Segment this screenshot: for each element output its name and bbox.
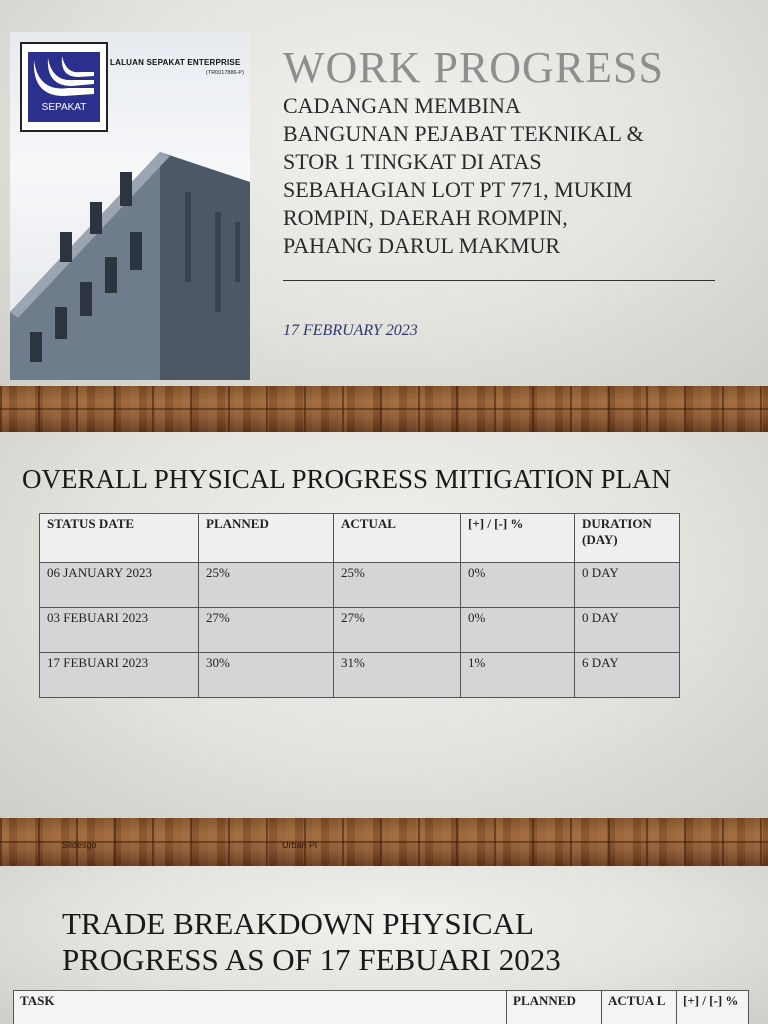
overall-progress-heading: OVERALL PHYSICAL PROGRESS MITIGATION PLAN: [22, 464, 672, 494]
table-cell: 0 DAY: [575, 608, 680, 653]
table-cell: 17 FEBUARI 2023: [40, 653, 199, 698]
footer-center-text: Urban Pl: [282, 840, 318, 850]
wood-band: [0, 818, 768, 866]
project-description: CADANGAN MEMBINA BANGUNAN PEJABAT TEKNIKAL & STOR 1 TINGKAT DI ATAS SEBAHAGIAN LOT PT 771, MUKIM ROMPIN, DAERAH ROMPIN, PAHANG DARUL MAKMUR: [283, 93, 644, 258]
trade-table: [13, 990, 749, 1024]
column-header: ACTUA L: [602, 991, 677, 1024]
column-header: PLANNED: [507, 991, 602, 1024]
table-cell: 30%: [199, 653, 334, 698]
slide-trade-breakdown: [0, 866, 768, 1024]
wood-band: [0, 386, 768, 432]
company-reg-no: (TR0017886-P): [206, 70, 244, 76]
progress-table: [39, 513, 680, 698]
table-cell: 27%: [199, 608, 334, 653]
table-header-row: [40, 514, 680, 563]
table-cell: 06 JANUARY 2023: [40, 563, 199, 608]
footer-left-text: Slidesgo: [62, 840, 97, 850]
slide-cover: [0, 0, 768, 386]
slide-title: WORK PROGRESS: [283, 43, 664, 92]
building-image: [10, 132, 250, 380]
column-header: [+] / [-] %: [677, 991, 749, 1024]
column-header: STATUS DATE: [40, 514, 199, 563]
column-header: TASK: [14, 991, 507, 1024]
table-header-row: [14, 991, 749, 1024]
table-cell: 25%: [199, 563, 334, 608]
company-logo: [20, 42, 108, 132]
divider: [283, 280, 715, 281]
table-row: [40, 563, 680, 608]
table-cell: 1%: [461, 653, 575, 698]
cover-image: [10, 32, 250, 380]
logo-label: SEPAKAT: [41, 102, 87, 113]
table-row: [40, 653, 680, 698]
table-cell: 31%: [334, 653, 461, 698]
slide-overall-progress: [0, 432, 768, 818]
table-row: [40, 608, 680, 653]
company-name: LALUAN SEPAKAT ENTERPRISE: [110, 58, 241, 67]
table-cell: 27%: [334, 608, 461, 653]
table-cell: 0%: [461, 563, 575, 608]
table-cell: 25%: [334, 563, 461, 608]
table-cell: 0%: [461, 608, 575, 653]
table-cell: 03 FEBUARI 2023: [40, 608, 199, 653]
table-cell: 0 DAY: [575, 563, 680, 608]
report-date: 17 FEBRUARY 2023: [283, 322, 418, 339]
table-cell: 6 DAY: [575, 653, 680, 698]
column-header: ACTUAL: [334, 514, 461, 563]
trade-breakdown-heading: TRADE BREAKDOWN PHYSICAL PROGRESS AS OF 17 FEBUARI 2023: [62, 906, 561, 977]
column-header: [+] / [-] %: [461, 514, 575, 563]
column-header: DURATION (DAY): [575, 514, 680, 563]
column-header: PLANNED: [199, 514, 334, 563]
